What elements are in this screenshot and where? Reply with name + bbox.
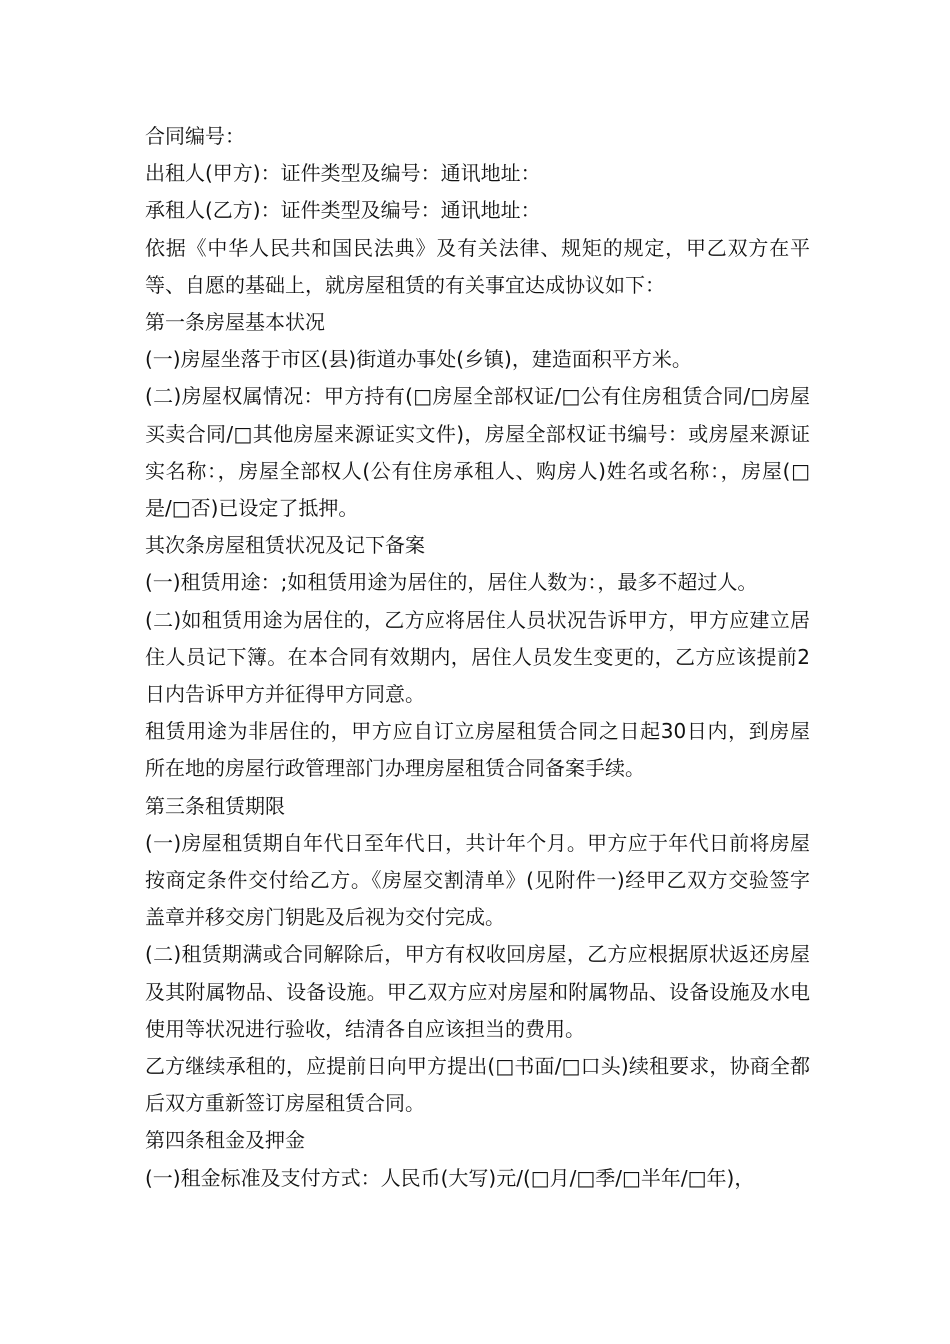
article-4-clause-1: (一)租金标准及支付方式：人民币(大写)元/(□月/□季/□半年/□年)， bbox=[145, 1165, 755, 1190]
article-3-heading: 第三条租赁期限 bbox=[145, 793, 285, 818]
article-1-heading: 第一条房屋基本状况 bbox=[145, 310, 325, 335]
article-4-heading: 第四条租金及押金 bbox=[145, 1128, 305, 1153]
article-2-heading: 其次条房屋租赁状况及记下备案 bbox=[145, 533, 425, 558]
article-3-clause-3: 乙方继续承租的，应提前日向甲方提出(□书面/□口头)续租要求，协商全都后双方重新签订房屋租赁合同。 bbox=[145, 1054, 810, 1116]
article-1-clause-2: (二)房屋权属情况：甲方持有(□房屋全部权证/□公有住房租赁合同/□房屋买卖合同/□其他房屋来源证实文件)，房屋全部权证书编号：或房屋来源证实名称：，房屋全部权人(公有住房承租人、购房人)姓名或名称：，房屋(□是/□否)已设定了抵押。 bbox=[145, 384, 810, 521]
contract-number-line: 合同编号： bbox=[145, 124, 245, 148]
article-3-clause-2: (二)租赁期满或合同解除后，甲方有权收回房屋，乙方应根据原状返还房屋及其附属物品、设备设施。甲乙双方应对房屋和附属物品、设备设施及水电使用等状况进行验收，结清各自应该担当的费用。 bbox=[145, 942, 810, 1041]
preamble-paragraph: 依据《中华人民共和国民法典》及有关法律、规矩的规定，甲乙双方在平等、自愿的基础上，就房屋租赁的有关事宜达成协议如下： bbox=[145, 235, 810, 297]
article-2-clause-1: (一)租赁用途：;如租赁用途为居住的，居住人数为：，最多不超过人。 bbox=[145, 570, 758, 595]
article-2-clause-3: 租赁用途为非居住的，甲方应自订立房屋租赁合同之日起30日内，到房屋所在地的房屋行政管理部门办理房屋租赁合同备案手续。 bbox=[145, 719, 810, 781]
lessee-line: 承租人(乙方)：证件类型及编号：通讯地址： bbox=[145, 198, 541, 223]
article-2-clause-2: (二)如租赁用途为居住的，乙方应将居住人员状况告诉甲方，甲方应建立居住人员记下簿。在本合同有效期内，居住人员发生变更的，乙方应该提前2日内告诉甲方并征得甲方同意。 bbox=[145, 607, 810, 707]
contract-body bbox=[145, 118, 810, 1197]
lessor-line: 出租人(甲方)：证件类型及编号：通讯地址： bbox=[145, 161, 541, 186]
article-3-clause-1: (一)房屋租赁期自年代日至年代日，共计年个月。甲方应于年代日前将房屋按商定条件交付给乙方。《房屋交割清单》(见附件一)经甲乙双方交验签字盖章并移交房门钥匙及后视为交付完成。 bbox=[145, 830, 810, 930]
article-1-clause-1: (一)房屋坐落于市区(县)街道办事处(乡镇)，建造面积平方米。 bbox=[145, 347, 692, 372]
